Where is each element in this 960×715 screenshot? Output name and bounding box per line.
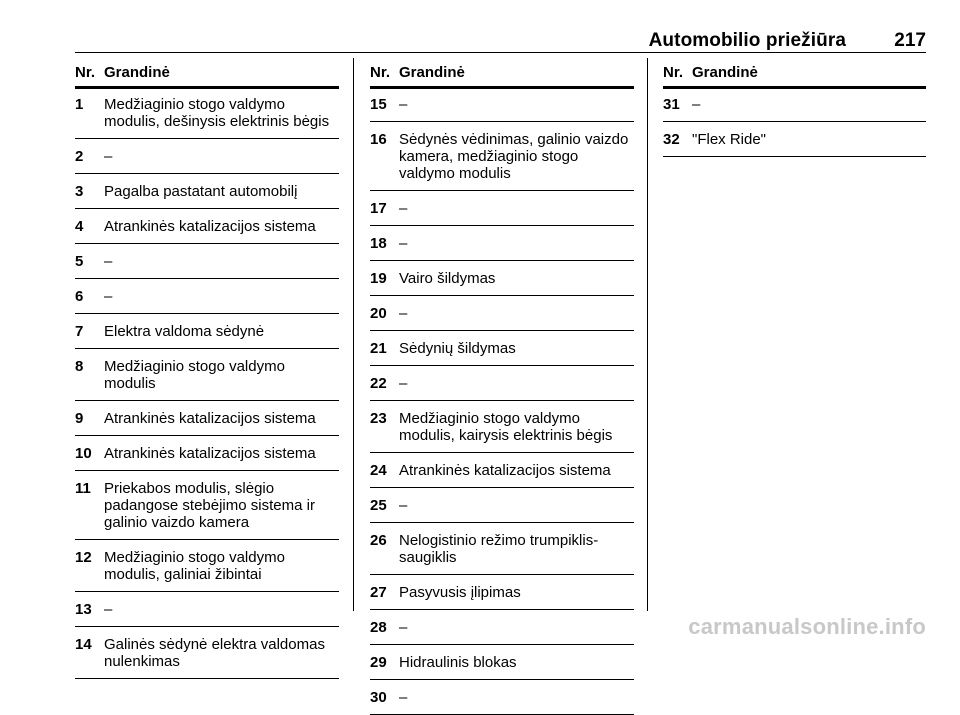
row-divider — [370, 644, 634, 645]
fuse-number: 27 — [370, 584, 387, 601]
header-rule — [75, 52, 926, 53]
watermark: carmanualsonline.info — [688, 614, 926, 639]
row-divider — [75, 470, 339, 471]
circuit-description: – — [104, 601, 113, 618]
fuse-number: 14 — [75, 636, 92, 653]
circuit-description: – — [399, 619, 408, 636]
table-row — [75, 183, 339, 200]
page-number: 217 — [894, 30, 926, 51]
fuse-number: 2 — [75, 148, 84, 165]
circuit-description: – — [399, 235, 408, 252]
fuse-number: 16 — [370, 131, 387, 148]
fuse-number: 30 — [370, 689, 387, 706]
circuit-description: – — [399, 689, 408, 706]
table-row — [75, 601, 339, 618]
fuse-number: 6 — [75, 288, 84, 305]
circuit-description: – — [692, 96, 701, 113]
fuse-number: 10 — [75, 445, 92, 462]
circuit-description: Medžiaginio stogo valdymo modulis — [104, 358, 285, 392]
table-header — [75, 58, 339, 89]
header-nr: Nr. — [663, 63, 684, 81]
circuit-description: Hidraulinis blokas — [399, 654, 517, 671]
circuit-description: – — [399, 200, 408, 217]
circuit-description: Galinės sėdynė elektra valdomas nulenkimas — [104, 636, 325, 670]
row-divider — [75, 591, 339, 592]
fuse-number: 18 — [370, 235, 387, 252]
circuit-description: Pagalba pastatant automobilį — [104, 183, 298, 200]
fuse-table-column-3 — [663, 58, 926, 157]
circuit-description: Medžiaginio stogo valdymo modulis, kairysis elektrinis bėgis — [399, 410, 613, 444]
fuse-number: 5 — [75, 253, 84, 270]
fuse-number: 21 — [370, 340, 387, 357]
table-header — [663, 58, 926, 89]
row-divider — [370, 679, 634, 680]
table-row — [75, 218, 339, 235]
row-divider — [75, 678, 339, 679]
row-divider — [370, 295, 634, 296]
circuit-description: "Flex Ride" — [692, 131, 767, 148]
table-row — [370, 532, 634, 566]
fuse-number: 13 — [75, 601, 92, 618]
table-row — [75, 410, 339, 427]
table-row — [370, 340, 634, 357]
table-row — [370, 96, 634, 113]
header-nr: Nr. — [75, 63, 96, 81]
fuse-number: 31 — [663, 96, 680, 113]
circuit-description: Sėdynių šildymas — [399, 340, 516, 357]
row-divider — [75, 313, 339, 314]
row-divider — [75, 539, 339, 540]
fuse-number: 26 — [370, 532, 387, 549]
table-row — [370, 619, 634, 636]
fuse-number: 1 — [75, 96, 84, 113]
page-title: Automobilio priežiūra — [648, 30, 846, 51]
fuse-number: 7 — [75, 323, 84, 340]
header-circuit: Grandinė — [692, 63, 758, 81]
fuse-number: 20 — [370, 305, 387, 322]
table-row — [75, 148, 339, 165]
table-row — [75, 253, 339, 270]
header-circuit: Grandinė — [104, 63, 170, 81]
table-row — [370, 200, 634, 217]
table-rows — [663, 96, 926, 157]
table-row — [370, 497, 634, 514]
circuit-description: Medžiaginio stogo valdymo modulis, galiniai žibintai — [104, 549, 285, 583]
table-row — [370, 584, 634, 601]
fuse-table-column-2 — [370, 58, 634, 715]
row-divider — [370, 190, 634, 191]
table-row — [75, 358, 339, 392]
table-row — [75, 480, 339, 531]
circuit-description: – — [399, 375, 408, 392]
row-divider — [75, 400, 339, 401]
fuse-number: 28 — [370, 619, 387, 636]
fuse-number: 9 — [75, 410, 84, 427]
table-row — [370, 235, 634, 252]
table-row — [75, 636, 339, 670]
column-divider — [647, 58, 648, 611]
fuse-number: 12 — [75, 549, 92, 566]
table-row — [75, 288, 339, 305]
fuse-number: 15 — [370, 96, 387, 113]
row-divider — [370, 365, 634, 366]
fuse-number: 17 — [370, 200, 387, 217]
table-row — [370, 375, 634, 392]
row-divider — [663, 156, 926, 157]
row-divider — [370, 609, 634, 610]
column-divider — [353, 58, 354, 611]
fuse-number: 23 — [370, 410, 387, 427]
circuit-description: – — [399, 497, 408, 514]
row-divider — [370, 260, 634, 261]
table-row — [75, 549, 339, 583]
page-header — [75, 24, 926, 54]
circuit-description: Medžiaginio stogo valdymo modulis, dešinysis elektrinis bėgis — [104, 96, 330, 130]
fuse-table-column-1 — [75, 58, 339, 679]
circuit-description: – — [104, 148, 113, 165]
fuse-number: 29 — [370, 654, 387, 671]
fuse-number: 24 — [370, 462, 387, 479]
fuse-number: 3 — [75, 183, 84, 200]
circuit-description: Atrankinės katalizacijos sistema — [399, 462, 611, 479]
row-divider — [663, 121, 926, 122]
fuse-number: 25 — [370, 497, 387, 514]
row-divider — [370, 400, 634, 401]
table-rows — [370, 96, 634, 715]
row-divider — [75, 278, 339, 279]
fuse-number: 19 — [370, 270, 387, 287]
circuit-description: Atrankinės katalizacijos sistema — [104, 410, 316, 427]
fuse-number: 8 — [75, 358, 84, 375]
table-row — [370, 305, 634, 322]
row-divider — [370, 452, 634, 453]
circuit-description: Vairo šildymas — [399, 270, 496, 287]
fuse-number: 11 — [75, 480, 91, 497]
circuit-description: Sėdynės vėdinimas, galinio vaizdo kamera, medžiaginio stogo valdymo modulis — [399, 131, 629, 182]
circuit-description: Atrankinės katalizacijos sistema — [104, 218, 316, 235]
table-row — [370, 654, 634, 671]
circuit-description: – — [104, 253, 113, 270]
fuse-number: 32 — [663, 131, 680, 148]
row-divider — [370, 487, 634, 488]
fuse-number: 22 — [370, 375, 387, 392]
table-row — [75, 323, 339, 340]
circuit-description: Priekabos modulis, slėgio padangose stebėjimo sistema ir galinio vaizdo kamera — [104, 480, 315, 531]
table-row — [370, 689, 634, 706]
circuit-description: – — [104, 288, 113, 305]
row-divider — [370, 121, 634, 122]
circuit-description: Elektra valdoma sėdynė — [104, 323, 265, 340]
row-divider — [75, 208, 339, 209]
row-divider — [75, 138, 339, 139]
row-divider — [75, 243, 339, 244]
table-row — [663, 131, 926, 148]
circuit-description: – — [399, 305, 408, 322]
fuse-number: 4 — [75, 218, 84, 235]
table-header — [370, 58, 634, 89]
row-divider — [370, 522, 634, 523]
header-nr: Nr. — [370, 63, 391, 81]
circuit-description: Atrankinės katalizacijos sistema — [104, 445, 316, 462]
circuit-description: Pasyvusis įlipimas — [399, 584, 521, 601]
row-divider — [75, 348, 339, 349]
circuit-description: – — [399, 96, 408, 113]
row-divider — [370, 225, 634, 226]
row-divider — [75, 435, 339, 436]
row-divider — [370, 330, 634, 331]
table-row — [663, 96, 926, 113]
row-divider — [75, 626, 339, 627]
row-divider — [75, 173, 339, 174]
table-row — [370, 462, 634, 479]
circuit-description: Nelogistinio režimo trumpiklis-saugiklis — [399, 532, 599, 566]
table-row — [370, 410, 634, 444]
header-circuit: Grandinė — [399, 63, 465, 81]
table-rows — [75, 96, 339, 679]
table-row — [370, 131, 634, 182]
table-row — [75, 445, 339, 462]
row-divider — [370, 574, 634, 575]
table-row — [370, 270, 634, 287]
table-row — [75, 96, 339, 130]
